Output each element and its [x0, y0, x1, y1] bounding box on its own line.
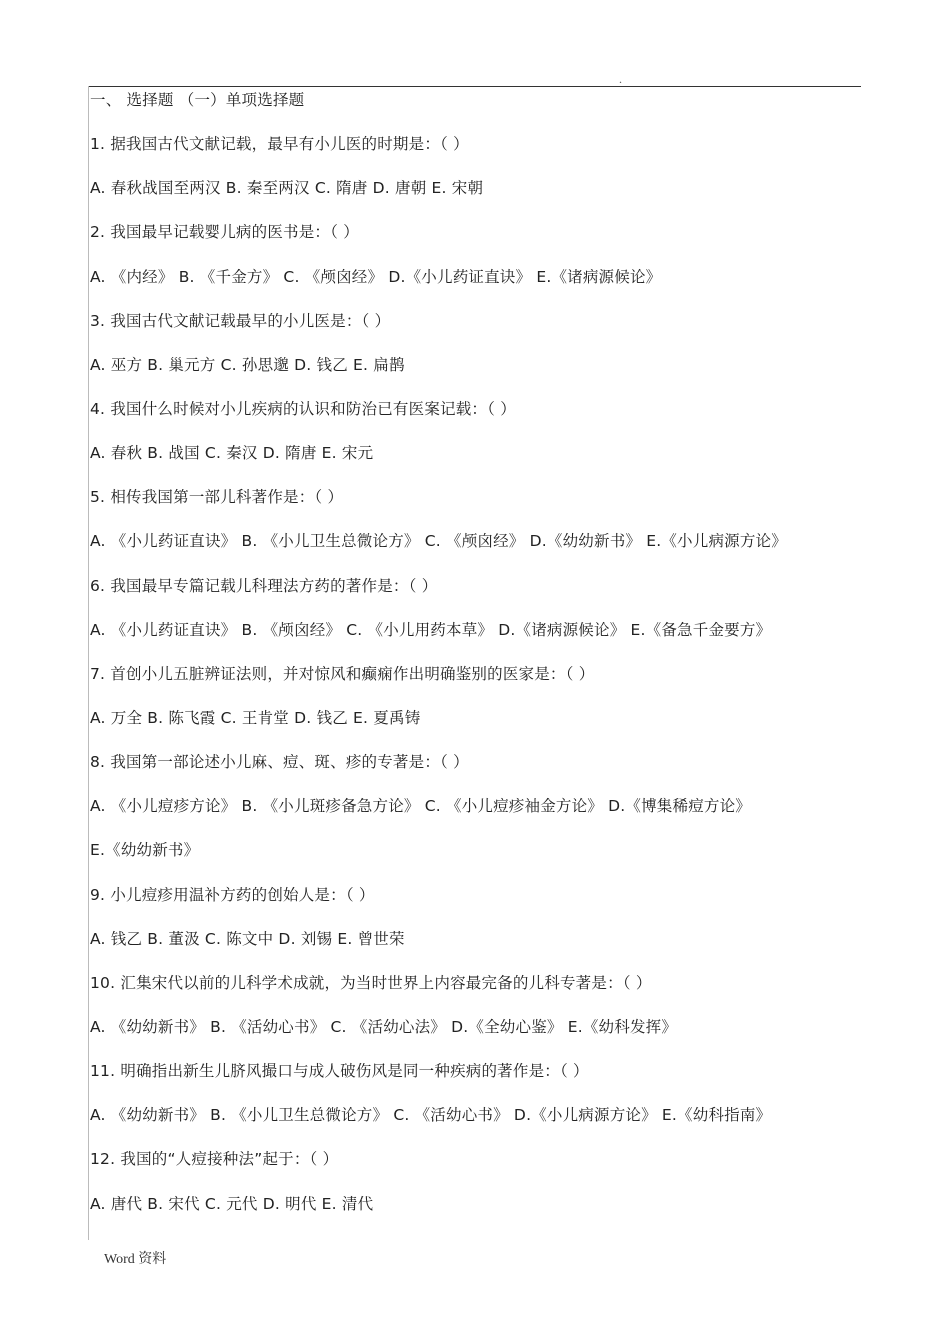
question-9: 9. 小儿痘疹用温补方药的创始人是：（ ） [90, 885, 375, 904]
document-body [90, 89, 860, 1237]
options-5: A. 《小儿药证直诀》 B. 《小儿卫生总微论方》 C. 《颅囟经》 D.《幼幼新书》 E.《小儿病源方论》 [90, 532, 787, 551]
footer-label: Word 资料 [104, 1252, 167, 1267]
question-10: 10. 汇集宋代以前的儿科学术成就，为当时世界上内容最完备的儿科专著是：（ ） [90, 973, 652, 992]
question-1: 1. 据我国古代文献记载，最早有小儿医的时期是：（ ） [90, 135, 469, 154]
options-9: A. 钱乙 B. 董汲 C. 陈文中 D. 刘锡 E. 曾世荣 [90, 929, 405, 948]
question-8: 8. 我国第一部论述小儿麻、痘、斑、疹的专著是：（ ） [90, 753, 469, 772]
left-margin-rule [88, 86, 89, 1240]
options-8: A. 《小儿痘疹方论》 B. 《小儿斑疹备急方论》 C. 《小儿痘疹袖金方论》 D.《博集稀痘方论》 [90, 797, 751, 816]
question-11: 11. 明确指出新生儿脐风撮口与成人破伤风是同一种疾病的著作是：（ ） [90, 1062, 589, 1081]
options-11: A. 《幼幼新书》 B. 《小儿卫生总微论方》 C. 《活幼心书》 D.《小儿病源方论》 E.《幼科指南》 [90, 1106, 772, 1125]
question-2: 2. 我国最早记载婴儿病的医书是：（ ） [90, 223, 359, 242]
options-8-continued: E.《幼幼新书》 [90, 841, 200, 860]
section-title: 一、 选择题 （一）单项选择题 [90, 91, 305, 109]
question-12: 12. 我国的“人痘接种法”起于：（ ） [90, 1150, 339, 1169]
options-4: A. 春秋 B. 战国 C. 秦汉 D. 隋唐 E. 宋元 [90, 444, 374, 463]
options-3: A. 巫方 B. 巢元方 C. 孙思邈 D. 钱乙 E. 扁鹊 [90, 355, 405, 374]
question-5: 5. 相传我国第一部儿科著作是：（ ） [90, 488, 344, 507]
options-1: A. 春秋战国至两汉 B. 秦至两汉 C. 隋唐 D. 唐朝 E. 宋朝 [90, 179, 484, 198]
options-7: A. 万全 B. 陈飞霞 C. 王肯堂 D. 钱乙 E. 夏禹铸 [90, 708, 421, 727]
question-6: 6. 我国最早专篇记载儿科理法方药的著作是：（ ） [90, 576, 438, 595]
options-2: A. 《内经》 B. 《千金方》 C. 《颅囟经》 D.《小儿药证直诀》 E.《诸病源候论》 [90, 267, 662, 286]
question-3: 3. 我国古代文献记载最早的小儿医是：（ ） [90, 311, 391, 330]
options-12: A. 唐代 B. 宋代 C. 元代 D. 明代 E. 清代 [90, 1194, 374, 1213]
question-7: 7. 首创小儿五脏辨证法则，并对惊风和癫痫作出明确鉴别的医家是：（ ） [90, 664, 595, 683]
options-10: A. 《幼幼新书》 B. 《活幼心书》 C. 《活幼心法》 D.《全幼心鉴》 E.《幼科发挥》 [90, 1017, 678, 1036]
header-dot: . [619, 72, 622, 86]
question-4: 4. 我国什么时候对小儿疾病的认识和防治已有医案记载：（ ） [90, 399, 516, 418]
options-6: A. 《小儿药证直诀》 B. 《颅囟经》 C. 《小儿用药本草》 D.《诸病源候论》 E.《备急千金要方》 [90, 620, 772, 639]
header-rule [88, 86, 861, 87]
